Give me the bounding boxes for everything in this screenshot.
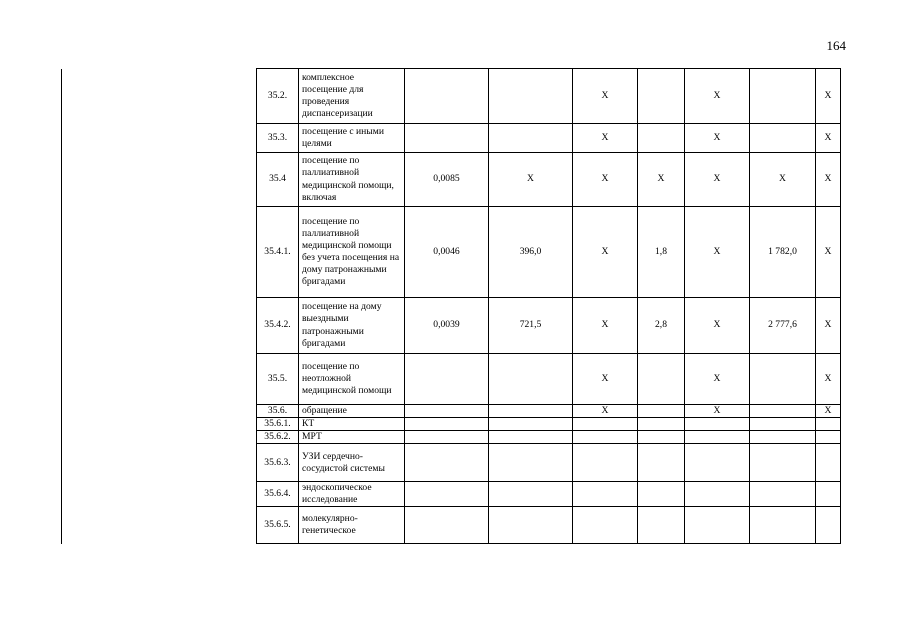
value-cell: Х [816, 354, 841, 405]
value-cell [816, 482, 841, 507]
value-cell [685, 431, 750, 444]
value-cell [489, 444, 573, 482]
value-cell [685, 418, 750, 431]
value-cell: Х [685, 354, 750, 405]
value-cell [750, 418, 816, 431]
value-cell: Х [685, 124, 750, 153]
value-cell: 1 782,0 [750, 207, 816, 298]
value-cell [489, 69, 573, 124]
row-name-cell: посещение на дому выездными патронажными бригадами [299, 298, 405, 354]
value-cell: Х [638, 153, 685, 207]
value-cell: Х [685, 298, 750, 354]
row-name-cell: посещение с иными целями [299, 124, 405, 153]
value-cell: Х [573, 298, 638, 354]
value-cell: Х [816, 405, 841, 418]
value-cell [750, 405, 816, 418]
value-cell: 0,0085 [405, 153, 489, 207]
value-cell: 721,5 [489, 298, 573, 354]
row-name-cell: молекулярно-генетическое [299, 507, 405, 544]
value-cell [638, 444, 685, 482]
row-name-cell: УЗИ сердечно-сосудистой системы [299, 444, 405, 482]
value-cell [638, 418, 685, 431]
value-cell [750, 124, 816, 153]
table-row [62, 69, 841, 124]
value-cell [816, 444, 841, 482]
value-cell [489, 431, 573, 444]
value-cell [638, 405, 685, 418]
value-cell [816, 418, 841, 431]
value-cell [573, 444, 638, 482]
row-number-cell: 35.4.2. [257, 298, 299, 354]
value-cell: Х [816, 153, 841, 207]
value-cell [685, 507, 750, 544]
row-number-cell: 35.5. [257, 354, 299, 405]
value-cell: Х [685, 405, 750, 418]
row-number-cell: 35.2. [257, 69, 299, 124]
value-cell: Х [816, 124, 841, 153]
value-cell: Х [750, 153, 816, 207]
value-cell [573, 418, 638, 431]
row-name-cell: МРТ [299, 431, 405, 444]
value-cell [489, 507, 573, 544]
row-name-cell: посещение по паллиативной медицинской помощи без учета посещения на дому патронажными бригадами [299, 207, 405, 298]
value-cell: Х [573, 69, 638, 124]
value-cell: 2,8 [638, 298, 685, 354]
row-name-cell: комплексное посещение для проведения диспансеризации [299, 69, 405, 124]
value-cell [816, 431, 841, 444]
value-cell: Х [685, 153, 750, 207]
value-cell [405, 354, 489, 405]
value-cell [573, 507, 638, 544]
value-cell: Х [573, 354, 638, 405]
value-cell [489, 405, 573, 418]
value-cell [638, 482, 685, 507]
value-cell [573, 431, 638, 444]
value-cell [638, 354, 685, 405]
value-cell: Х [489, 153, 573, 207]
row-number-cell: 35.6.2. [257, 431, 299, 444]
row-name-cell: эндоскопическое исследование [299, 482, 405, 507]
value-cell [405, 507, 489, 544]
value-cell: Х [816, 207, 841, 298]
merged-left-cell [62, 69, 257, 544]
value-cell [489, 124, 573, 153]
row-number-cell: 35.6. [257, 405, 299, 418]
tariff-table [61, 68, 841, 544]
value-cell [638, 124, 685, 153]
value-cell: Х [573, 405, 638, 418]
value-cell: Х [573, 124, 638, 153]
value-cell: 1,8 [638, 207, 685, 298]
row-number-cell: 35.6.5. [257, 507, 299, 544]
value-cell [750, 444, 816, 482]
row-number-cell: 35.4.1. [257, 207, 299, 298]
value-cell: 396,0 [489, 207, 573, 298]
value-cell [405, 482, 489, 507]
value-cell [405, 431, 489, 444]
value-cell [405, 444, 489, 482]
value-cell [750, 507, 816, 544]
value-cell: Х [816, 298, 841, 354]
value-cell [816, 507, 841, 544]
value-cell: Х [816, 69, 841, 124]
value-cell [638, 507, 685, 544]
row-name-cell: обращение [299, 405, 405, 418]
page-number: 164 [826, 38, 846, 53]
row-number-cell: 35.4 [257, 153, 299, 207]
row-number-cell: 35.3. [257, 124, 299, 153]
value-cell: Х [573, 153, 638, 207]
row-number-cell: 35.6.3. [257, 444, 299, 482]
value-cell [685, 444, 750, 482]
row-number-cell: 35.6.4. [257, 482, 299, 507]
value-cell [489, 418, 573, 431]
value-cell [405, 69, 489, 124]
value-cell [750, 482, 816, 507]
value-cell [685, 482, 750, 507]
value-cell: Х [685, 207, 750, 298]
value-cell [573, 482, 638, 507]
value-cell: 2 777,6 [750, 298, 816, 354]
value-cell [489, 354, 573, 405]
value-cell [750, 354, 816, 405]
row-name-cell: посещение по неотложной медицинской помощи [299, 354, 405, 405]
value-cell [750, 431, 816, 444]
value-cell: Х [573, 207, 638, 298]
row-number-cell: 35.6.1. [257, 418, 299, 431]
value-cell: Х [685, 69, 750, 124]
value-cell [750, 69, 816, 124]
value-cell [489, 482, 573, 507]
value-cell: 0,0039 [405, 298, 489, 354]
row-name-cell: посещение по паллиативной медицинской помощи, включая [299, 153, 405, 207]
value-cell: 0,0046 [405, 207, 489, 298]
row-name-cell: КТ [299, 418, 405, 431]
value-cell [405, 418, 489, 431]
value-cell [638, 69, 685, 124]
value-cell [638, 431, 685, 444]
value-cell [405, 124, 489, 153]
value-cell [405, 405, 489, 418]
